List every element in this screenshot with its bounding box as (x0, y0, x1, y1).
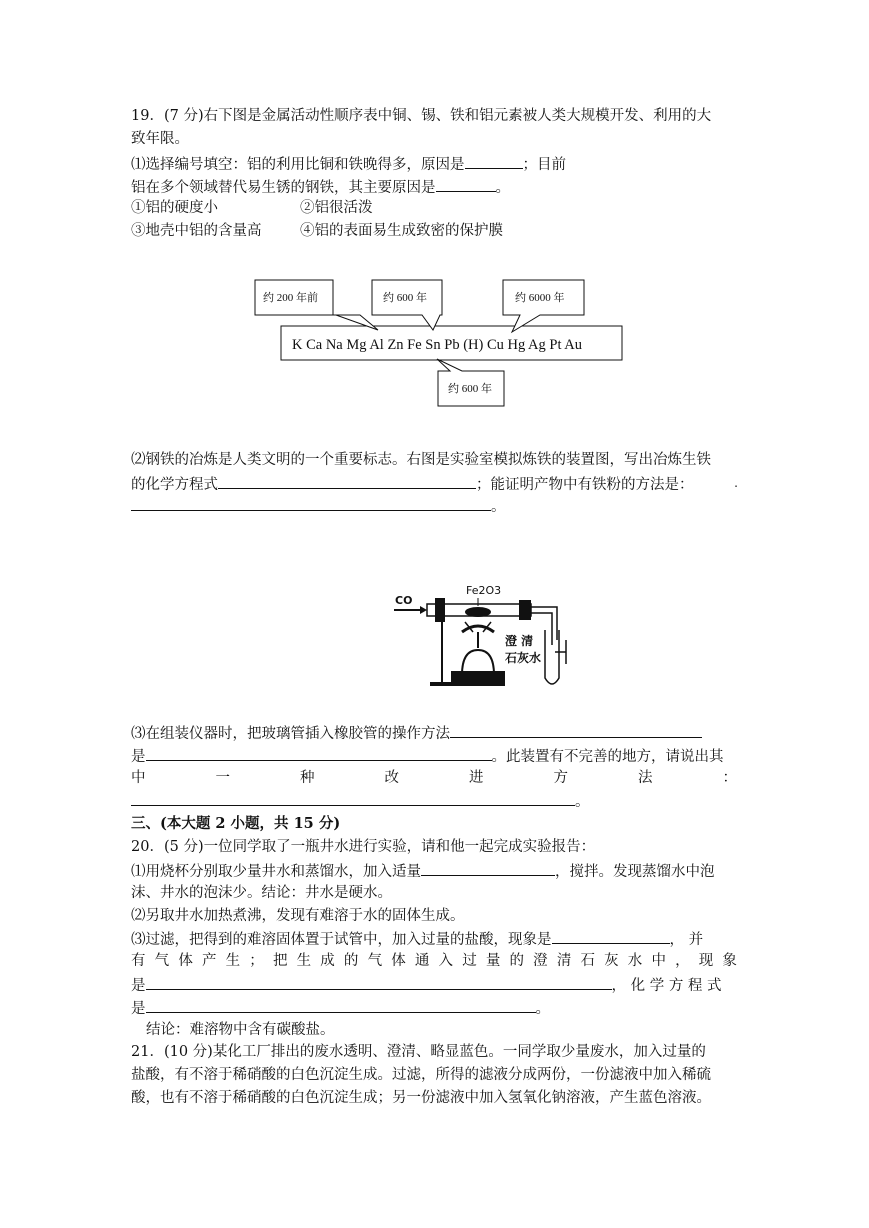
spread-char: 灰 (604, 953, 619, 969)
q20-line1: 20．(5 分)一位同学取了一瓶井水进行实验，请和他一起完成实验报告： (131, 839, 596, 855)
q19-part1-text-a: ⑴选择编号填空：铝的利用比铜和铁晚得多，原因是 (131, 157, 465, 173)
spread-char: ， (675, 953, 690, 969)
spread-char: ： (722, 770, 737, 786)
outlet-tube (531, 607, 557, 640)
q20-part1-text-b: ，搅拌。发现蒸馏水中泡 (555, 864, 715, 880)
q20-part3-text-b: ， 并 (669, 932, 704, 948)
limewater-label-2: 石灰水 (505, 651, 542, 665)
spread-char: 清 (556, 953, 572, 969)
q19-line2: 致年限。 (131, 131, 189, 147)
spread-char: 方 (553, 770, 568, 786)
spread-char: 中 (651, 953, 666, 969)
q19-improvement-blank[interactable] (131, 791, 575, 806)
flame-shield (462, 626, 494, 632)
q19-part3-line2 (131, 746, 724, 766)
q19-part1-text-d: 。 (495, 180, 510, 196)
q20-limewater-phenomenon-blank[interactable] (146, 975, 612, 990)
q20-conclusion: 结论：难溶物中含有碳酸盐。 (146, 1022, 335, 1038)
q19-option-1: ①铝的硬度小 (131, 200, 218, 216)
spread-char: 量 (485, 953, 501, 969)
q20-part3-line2 (131, 952, 737, 970)
q20-part3-line3 (131, 975, 722, 995)
spread-char: 入 (438, 953, 454, 969)
spread-char: 有 (131, 953, 146, 969)
spread-char: 的 (343, 953, 359, 969)
outlet-tube-inner (531, 613, 552, 645)
q20-part2: ⑵另取井水加热煮沸，发现有难溶于水的固体生成。 (131, 908, 465, 924)
spread-char: 象 (722, 953, 737, 969)
q19-part2-text-b: 的化学方程式 (131, 477, 218, 493)
q19-line1: 19．(7 分)右下图是金属活动性顺序表中铜、锡、铁和铝元素被人类大规模开发、利用的大 (131, 108, 712, 124)
spread-char: 体 (178, 953, 193, 969)
q19-part1-text-c: 铝在多个领域替代易生锈的钢铁，其主要原因是 (131, 180, 436, 196)
q19-part2-text-d: 。 (491, 499, 506, 515)
q20-phenomenon-blank[interactable] (552, 929, 670, 944)
q20-reagent-blank[interactable] (421, 861, 555, 876)
q19-part2-line1: ⑵钢铁的冶炼是人类文明的一个重要标志。右图是实验室模拟炼铁的装置图，写出冶炼生铁 (131, 452, 711, 468)
spread-char: 的 (509, 953, 524, 969)
callout-al-label: 约 200 年前 (263, 292, 318, 304)
lamp-stand (452, 672, 504, 682)
q19-part2-text-c: ；能证明产物中有铁粉的方法是： (476, 477, 694, 493)
callout-cu-label: 约 6000 年 (515, 292, 565, 304)
spread-char: 石 (580, 953, 595, 969)
q20-part3-text-c: 是 (131, 978, 146, 994)
spread-char: 一 (215, 770, 230, 786)
q20-part1-line2: 沫、井水的泡沫少。结论：井水是硬水。 (131, 885, 392, 901)
spread-char: 进 (469, 770, 484, 786)
q19-option-2: ②铝很活泼 (300, 200, 373, 216)
q20-part3-line4 (131, 998, 550, 1018)
q19-part3-line4 (131, 791, 590, 811)
q20-part3-text-e: 是 (131, 1001, 146, 1017)
spread-char: 体 (391, 953, 406, 969)
co-label: CO (395, 594, 413, 607)
series-text: K Ca Na Mg Al Zn Fe Sn Pb (H) Cu Hg Ag Pt Au (292, 337, 583, 353)
spread-char: 成 (320, 953, 335, 969)
q19-part3-line1 (131, 723, 702, 743)
spread-char: 气 (154, 953, 170, 969)
q21-line3: 酸，也有不溶于稀硝酸的白色沉淀生成；另一份滤液中加入氢氧化钠溶液，产生蓝色溶液。 (131, 1090, 711, 1106)
q19-option-4: ④铝的表面易生成致密的保护膜 (300, 223, 503, 239)
q19-part3-line3 (131, 769, 737, 787)
spread-char: ； (249, 953, 264, 969)
callout-sn-label: 约 600 年 (383, 292, 427, 304)
q21-line2: 盐酸，有不溶于稀硝酸的白色沉淀生成。过滤，所得的滤液分成两份，一份滤液中加入稀硫 (131, 1067, 711, 1083)
spread-char: 中 (131, 770, 146, 786)
q19-part3-text-b: 是 (131, 749, 146, 765)
q20-part3-text-f: 。 (535, 1001, 550, 1017)
q19-part3-end: 。 (575, 794, 590, 810)
q19-insert-method-blank[interactable] (450, 723, 702, 738)
spread-char: 改 (384, 770, 399, 786)
q19-option-3: ③地壳中铝的含量高 (131, 223, 262, 239)
q19-insert-method-blank-2[interactable] (146, 746, 492, 761)
q19-part1-text-b: ；目前 (522, 157, 566, 173)
spread-char: 生 (296, 953, 312, 969)
q21-line1: 21．(10 分)某化工厂排出的废水透明、澄清、略显蓝色。一同学取少量废水，加入过量的 (131, 1044, 706, 1060)
spread-char: 生 (225, 953, 241, 969)
fe2o3-powder (466, 608, 490, 616)
spread-char: 澄 (533, 953, 548, 969)
q20-part3-text-d: ， 化 学 方 程 式 (611, 978, 722, 994)
q20-part3-text-a: ⑶过滤，把得到的难溶固体置于试管中，加入过量的盐酸，现象是 (131, 932, 552, 948)
spread-char: 产 (201, 953, 217, 969)
spread-char: 种 (300, 770, 315, 786)
q20-part3-line1 (131, 929, 703, 949)
q19-part3-text-a: ⑶在组装仪器时，把玻璃管插入橡胶管的操作方法 (131, 726, 450, 742)
callout-fe-label: 约 600 年 (448, 383, 492, 395)
fe2o3-label: Fe2O3 (466, 584, 502, 597)
stopper-right (520, 601, 530, 619)
spread-char: 过 (462, 953, 477, 969)
section-3-heading: 三、(本大题 2 小题，共 15 分) (131, 815, 341, 832)
limewater-label-1: 澄 清 (505, 634, 534, 648)
q20-part1-text-a: ⑴用烧杯分别取少量井水和蒸馏水，加入适量 (131, 864, 421, 880)
spread-char: 通 (414, 953, 430, 969)
co-arrow-head (420, 606, 427, 614)
spread-char: 气 (367, 953, 383, 969)
q19-part3-text-c: 。此装置有不完善的地方，请说出其 (491, 749, 724, 765)
spread-char: 现 (698, 953, 714, 969)
margin-mark: . (734, 476, 738, 490)
q20-equation-blank[interactable] (146, 998, 536, 1013)
q20-part1-line1 (131, 861, 715, 881)
spread-char: 法 (638, 770, 653, 786)
spread-char: 把 (272, 953, 288, 969)
spread-char: 水 (627, 953, 643, 969)
